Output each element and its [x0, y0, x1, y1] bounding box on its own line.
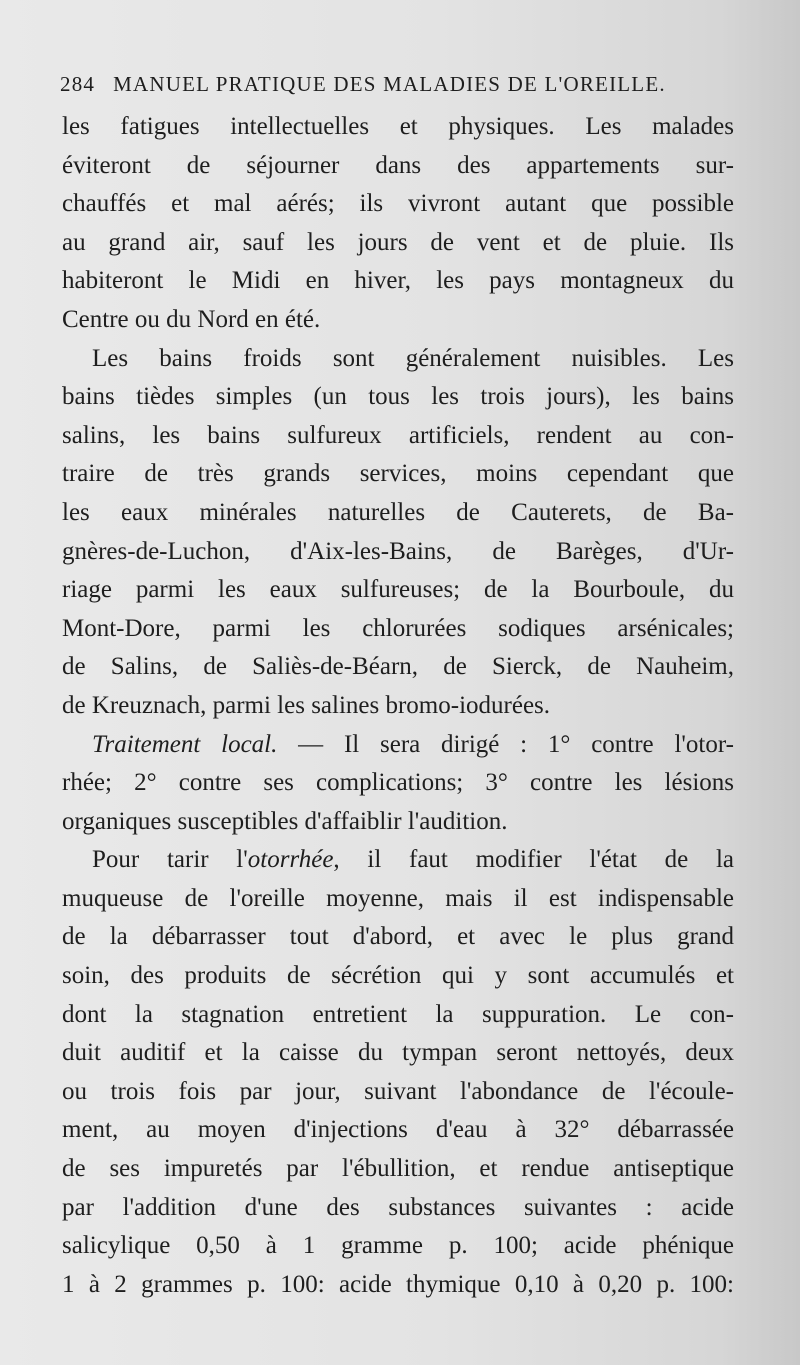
text-line: dont la stagnation entretient la suppuration. Le con-	[62, 1000, 734, 1028]
running-title: MANUEL PRATIQUE DES MALADIES DE L'OREILLE.	[113, 72, 666, 96]
text-line: Centre ou du Nord en été.	[62, 305, 321, 333]
text-line: salicylique 0,50 à 1 gramme p. 100; acide phénique	[62, 1232, 734, 1260]
text-line: soin, des produits de sécrétion qui y sont accumulés et	[62, 962, 734, 990]
text-line: au grand air, sauf les jours de vent et de pluie. Ils	[62, 228, 734, 256]
text-line: riage parmi les eaux sulfureuses; de la Bourboule, du	[62, 576, 734, 604]
text-line: ou trois fois par jour, suivant l'abondance de l'écoule-	[62, 1077, 734, 1105]
running-head	[60, 72, 700, 104]
text-line: chauffés et mal aérés; ils vivront autant que possible	[62, 190, 734, 218]
page-number: 284	[60, 72, 96, 96]
text-line: les eaux minérales naturelles de Cauterets, de Ba-	[62, 498, 734, 526]
text-line: de Kreuznach, parmi les salines bromo-iodurées.	[62, 691, 551, 719]
text-line: muqueuse de l'oreille moyenne, mais il est indispensable	[62, 884, 734, 912]
emphasis: otorrhée	[247, 846, 334, 874]
text-line	[62, 726, 734, 765]
body-text	[62, 108, 734, 1304]
text-line	[62, 841, 734, 880]
text-line: 1 à 2 grammes p. 100: acide thymique 0,10 à 0,20 p. 100:	[62, 1270, 734, 1298]
text-line: bains tièdes simples (un tous les trois jours), les bains	[62, 383, 734, 411]
text-line: Les bains froids sont généralement nuisibles. Les	[92, 344, 734, 372]
section-heading: Traitement local.	[92, 730, 278, 758]
text-line: éviteront de séjourner dans des appartements sur-	[62, 151, 734, 179]
text-line: organiques susceptibles d'affaiblir l'audition.	[62, 807, 508, 835]
text-line: de la débarrasser tout d'abord, et avec le plus grand	[62, 923, 734, 951]
text-line: de ses impuretés par l'ébullition, et rendue antiseptique	[62, 1155, 734, 1183]
text-line: habiteront le Midi en hiver, les pays montagneux du	[62, 267, 734, 295]
text-run: , il faut modifier l'état de la	[333, 846, 734, 874]
text-line: de Salins, de Saliès-de-Béarn, de Sierck, de Nauheim,	[62, 653, 734, 681]
text-line: traire de très grands services, moins cependant que	[62, 460, 734, 488]
text-run: Pour tarir l'	[92, 846, 248, 874]
text-line: par l'addition d'une des substances suivantes : acide	[62, 1193, 734, 1221]
text-line: salins, les bains sulfureux artificiels, rendent au con-	[62, 421, 734, 449]
text-run: — Il sera dirigé : 1° contre l'otor-	[277, 730, 734, 758]
text-line: gnères-de-Luchon, d'Aix-les-Bains, de Barèges, d'Ur-	[62, 537, 734, 565]
text-line: Mont-Dore, parmi les chlorurées sodiques arsénicales;	[62, 614, 734, 642]
text-line: rhée; 2° contre ses complications; 3° contre les lésions	[62, 769, 734, 797]
text-line: ment, au moyen d'injections d'eau à 32° débarrassée	[62, 1116, 734, 1144]
text-line: duit auditif et la caisse du tympan seront nettoyés, deux	[62, 1039, 734, 1067]
text-line: les fatigues intellectuelles et physiques. Les malades	[62, 113, 734, 140]
